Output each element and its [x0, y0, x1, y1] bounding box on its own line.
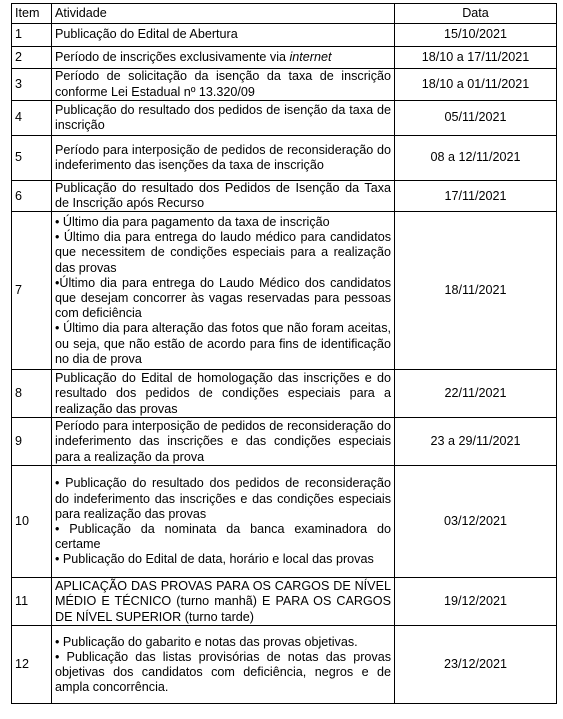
- activity-bullet: • Último dia para entrega do laudo médico para candidatos que necessitem de condições especiais para a realização das provas: [55, 230, 391, 275]
- activity-text: Publicação do Edital de Abertura: [55, 27, 238, 42]
- activity-cell: [52, 136, 395, 181]
- date-cell: 08 a 12/11/2021: [395, 136, 557, 181]
- table-row: [12, 47, 557, 69]
- item-number: 5: [12, 136, 52, 181]
- header-item: Item: [12, 4, 52, 24]
- activity-text: Período de solicitação da isenção da taxa de inscrição conforme Lei Estadual nº 13.320/09: [55, 69, 391, 99]
- table-row: [12, 626, 557, 704]
- activity-bullet: • Publicação do resultado dos pedidos de reconsideração do indeferimento das inscrições e das condições especiais para realização das provas: [55, 476, 391, 521]
- item-number: 7: [12, 212, 52, 370]
- activity-bullet: • Último dia para alteração das fotos que não foram aceitas, ou seja, que não estão de acordo para fins de identificação no dia de prova: [55, 321, 391, 366]
- item-number: 1: [12, 24, 52, 47]
- activity-cell: [52, 181, 395, 212]
- table-row: [12, 578, 557, 626]
- activity-text: Publicação do resultado dos Pedidos de Isenção da Taxa de Inscrição após Recurso: [55, 181, 391, 211]
- item-number: 3: [12, 69, 52, 101]
- item-number: 10: [12, 466, 52, 578]
- activity-cell: [52, 47, 395, 69]
- activity-text: Período de inscrições exclusivamente via: [55, 49, 290, 64]
- item-number: 9: [12, 418, 52, 466]
- activity-text: Publicação do Edital de homologação das inscrições e do resultado dos pedidos de condições especiais para a realização das provas: [55, 371, 391, 416]
- activity-bullet: •Último dia para entrega do Laudo Médico dos candidatos que desejam concorrer às vagas reservadas para pessoas com deficiência: [55, 275, 391, 321]
- table-row: [12, 136, 557, 181]
- table-row: [12, 24, 557, 47]
- activity-text: Período para interposição de pedidos de reconsideração do indeferimento das isenções da taxa de inscrição: [55, 142, 391, 172]
- activity-cell: [52, 370, 395, 418]
- table-row: [12, 418, 557, 466]
- activity-bullet: • Publicação das listas provisórias de notas das provas objetivas dos candidatos com deficiência, negros e de ampla concorrência.: [55, 649, 391, 695]
- item-number: 12: [12, 626, 52, 704]
- table-row: [12, 370, 557, 418]
- date-cell: 18/11/2021: [395, 212, 557, 370]
- header-date: Data: [395, 4, 557, 24]
- activity-bullet: • Último dia para pagamento da taxa de inscrição: [55, 214, 330, 229]
- activity-cell: [52, 626, 395, 704]
- item-number: 8: [12, 370, 52, 418]
- item-number: 11: [12, 578, 52, 626]
- item-number: 4: [12, 101, 52, 136]
- activity-cell: [52, 24, 395, 47]
- date-cell: 05/11/2021: [395, 101, 557, 136]
- item-number: 6: [12, 181, 52, 212]
- date-cell: 22/11/2021: [395, 370, 557, 418]
- activity-bullet: • Publicação do gabarito e notas das provas objetivas.: [55, 634, 358, 649]
- activity-cell: [52, 418, 395, 466]
- schedule-table: [11, 3, 557, 704]
- date-cell: 18/10 a 01/11/2021: [395, 69, 557, 101]
- activity-text: Período para interposição de pedidos de reconsideração do indeferimento das inscrições e das condições especiais para a realização da prova: [55, 419, 391, 464]
- header-row: [12, 4, 557, 24]
- activity-text: Publicação do resultado dos pedidos de isenção da taxa de inscrição: [55, 102, 391, 132]
- date-cell: 17/11/2021: [395, 181, 557, 212]
- date-cell: 03/12/2021: [395, 466, 557, 578]
- header-activity: Atividade: [52, 4, 395, 24]
- activity-emphasis: internet: [289, 49, 332, 64]
- activity-cell: [52, 69, 395, 101]
- table-row: [12, 101, 557, 136]
- date-cell: 23/12/2021: [395, 626, 557, 704]
- activity-cell: [52, 466, 395, 578]
- activity-text: APLICAÇÃO DAS PROVAS PARA OS CARGOS DE NÍVEL MÉDIO E TÉCNICO (turno manhã) E PARA OS CARGOS DE NÍVEL SUPERIOR (turno tarde): [55, 579, 391, 624]
- activity-cell: [52, 578, 395, 626]
- table-row: [12, 466, 557, 578]
- date-cell: 19/12/2021: [395, 578, 557, 626]
- date-cell: 18/10 a 17/11/2021: [395, 47, 557, 69]
- table-row: [12, 181, 557, 212]
- table-row: [12, 212, 557, 370]
- activity-bullet: • Publicação da nominata da banca examinadora do certame: [55, 521, 391, 552]
- date-cell: 23 a 29/11/2021: [395, 418, 557, 466]
- table-row: [12, 69, 557, 101]
- item-number: 2: [12, 47, 52, 69]
- activity-cell: [52, 212, 395, 370]
- activity-bullet: • Publicação do Edital de data, horário e local das provas: [55, 552, 374, 567]
- activity-cell: [52, 101, 395, 136]
- date-cell: 15/10/2021: [395, 24, 557, 47]
